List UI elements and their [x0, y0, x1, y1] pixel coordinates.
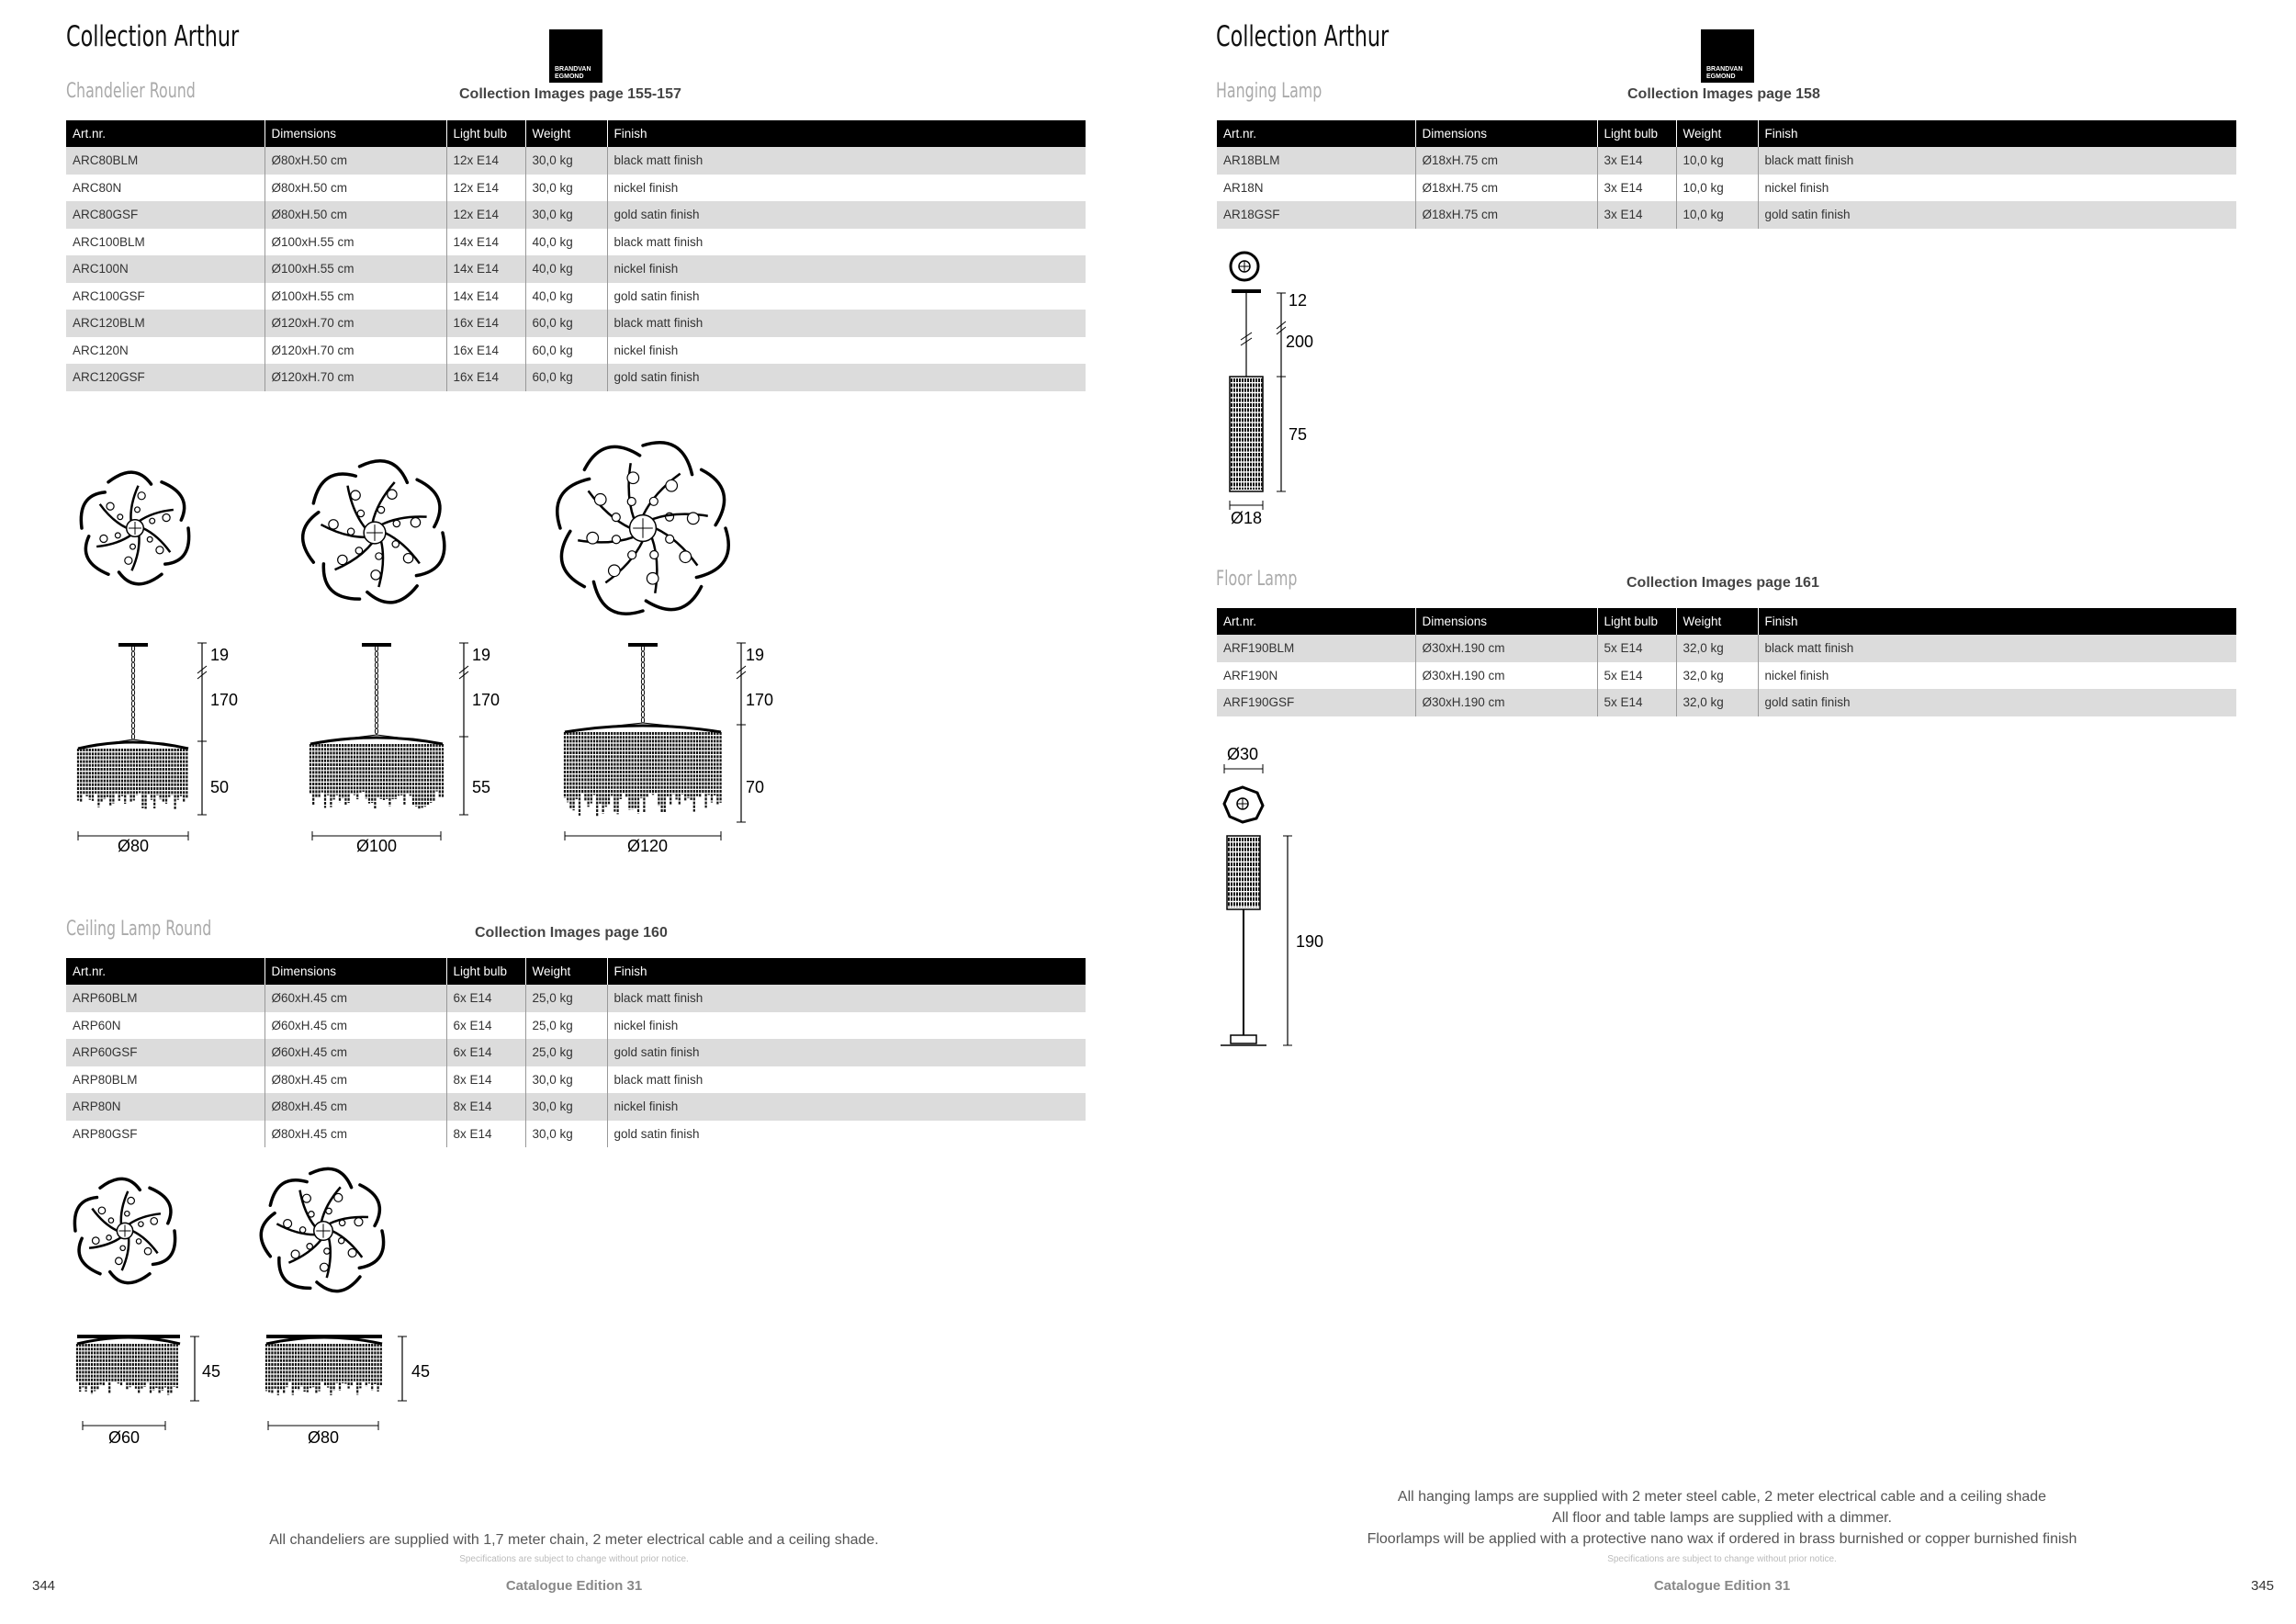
table-cell: nickel finish	[607, 255, 1086, 283]
table-cell: gold satin finish	[607, 201, 1086, 229]
spec-table-chandelier	[66, 120, 1086, 391]
dimension-height: 55	[472, 778, 491, 796]
table-row	[1217, 175, 2236, 202]
brand-logo	[1701, 29, 1754, 83]
table-cell: 14x E14	[446, 283, 525, 310]
table-cell: 6x E14	[446, 1039, 525, 1066]
hanging-lamp-top-view	[1231, 253, 1258, 280]
table-cell: gold satin finish	[607, 1039, 1086, 1066]
column-header: Finish	[607, 120, 1086, 147]
chandelier-120-side-view	[560, 638, 799, 859]
ceiling-lamp-60-top-view	[70, 1176, 189, 1291]
table-cell: 6x E14	[446, 985, 525, 1012]
dimension-height: 75	[1289, 425, 1308, 444]
dimension-height: 45	[202, 1362, 221, 1381]
spec-table-hanging	[1217, 120, 2236, 229]
table-cell: black matt finish	[607, 985, 1086, 1012]
column-header: Weight	[1676, 120, 1758, 147]
table-cell: nickel finish	[607, 1093, 1086, 1121]
table-cell: 12x E14	[446, 147, 525, 175]
table-cell: Ø80xH.45 cm	[264, 1093, 446, 1121]
dimension-top: 12	[1289, 291, 1308, 310]
table-cell: ARC80BLM	[66, 147, 264, 175]
table-cell: black matt finish	[1758, 147, 2236, 175]
table-cell: ARP60GSF	[66, 1039, 264, 1066]
table-cell: ARP60BLM	[66, 985, 264, 1012]
dimension-top: 19	[472, 646, 491, 664]
table-cell: 16x E14	[446, 310, 525, 337]
table-row	[66, 147, 1086, 175]
table-cell: Ø60xH.45 cm	[264, 1039, 446, 1066]
notice-text: Specifications are subject to change without prior notice.	[1607, 1554, 1837, 1564]
table-cell: 5x E14	[1597, 689, 1676, 716]
column-header: Finish	[1758, 120, 2236, 147]
dimension-height: 190	[1296, 932, 1324, 951]
table-cell: gold satin finish	[607, 1121, 1086, 1148]
column-header: Dimensions	[1415, 120, 1597, 147]
table-header-row	[1217, 120, 2236, 147]
table-cell: 40,0 kg	[525, 229, 607, 256]
column-header: Light bulb	[446, 958, 525, 985]
page-number: 344	[32, 1578, 56, 1594]
table-cell: ARC120BLM	[66, 310, 264, 337]
table-cell: 60,0 kg	[525, 337, 607, 365]
column-header: Weight	[1676, 608, 1758, 635]
table-cell: 3x E14	[1597, 175, 1676, 202]
table-row	[1217, 201, 2236, 229]
table-cell: black matt finish	[607, 147, 1086, 175]
dimension-width: Ø18	[1230, 509, 1263, 527]
table-cell: 6x E14	[446, 1012, 525, 1040]
spec-table-floor	[1217, 608, 2236, 716]
table-cell: Ø30xH.190 cm	[1415, 635, 1597, 662]
table-cell: 12x E14	[446, 201, 525, 229]
footer-line: All floor and table lamps are supplied with a dimmer.	[1552, 1510, 1892, 1526]
table-cell: 10,0 kg	[1676, 201, 1758, 229]
footer-text: All chandeliers are supplied with 1,7 meter chain, 2 meter electrical cable and a ceiling shade.	[269, 1532, 879, 1548]
footer-line: All hanging lamps are supplied with 2 meter steel cable, 2 meter electrical cable and a ceiling shade	[1397, 1489, 2047, 1505]
column-header: Finish	[1758, 608, 2236, 635]
column-header: Weight	[525, 120, 607, 147]
table-header-row	[66, 958, 1086, 985]
right-page	[1148, 0, 2296, 1624]
table-cell: 10,0 kg	[1676, 175, 1758, 202]
section-subtitle-hanging: Hanging Lamp	[1216, 80, 1322, 103]
dimension-width: Ø80	[117, 837, 150, 855]
table-cell: 30,0 kg	[525, 1066, 607, 1094]
table-cell: ARP80BLM	[66, 1066, 264, 1094]
table-row	[66, 229, 1086, 256]
logo-text-line1: BRANDVAN	[555, 66, 591, 73]
table-cell: 10,0 kg	[1676, 147, 1758, 175]
chandelier-80-top-view	[66, 464, 204, 592]
chandelier-80-side-view	[69, 638, 253, 859]
table-row	[66, 310, 1086, 337]
table-cell: Ø120xH.70 cm	[264, 310, 446, 337]
dimension-chain: 170	[210, 691, 239, 709]
table-cell: ARP60N	[66, 1012, 264, 1040]
footer-text	[1148, 1486, 2296, 1550]
table-cell: 14x E14	[446, 229, 525, 256]
table-row	[1217, 689, 2236, 716]
table-cell: ARC120GSF	[66, 364, 264, 391]
table-row	[1217, 147, 2236, 175]
page-title: Collection Arthur	[66, 20, 240, 53]
table-header-row	[1217, 608, 2236, 635]
chandelier-120-top-view	[554, 439, 733, 618]
column-header: Dimensions	[264, 120, 446, 147]
table-row	[66, 175, 1086, 202]
table-cell: Ø18xH.75 cm	[1415, 175, 1597, 202]
table-cell: AR18GSF	[1217, 201, 1415, 229]
table-cell: nickel finish	[607, 175, 1086, 202]
table-cell: nickel finish	[607, 1012, 1086, 1040]
table-cell: Ø30xH.190 cm	[1415, 689, 1597, 716]
table-cell: 32,0 kg	[1676, 635, 1758, 662]
dimension-height: 45	[411, 1362, 431, 1381]
table-cell: ARC100GSF	[66, 283, 264, 310]
table-cell: 25,0 kg	[525, 1039, 607, 1066]
table-cell: 5x E14	[1597, 635, 1676, 662]
table-cell: Ø80xH.45 cm	[264, 1121, 446, 1148]
table-row	[66, 1066, 1086, 1094]
chandelier-100-side-view	[303, 638, 505, 859]
chandelier-100-top-view	[297, 459, 453, 606]
table-row	[66, 1039, 1086, 1066]
table-cell: Ø100xH.55 cm	[264, 255, 446, 283]
dimension-chain: 200	[1286, 333, 1314, 351]
dimension-top: 19	[746, 646, 765, 664]
table-cell: 16x E14	[446, 364, 525, 391]
table-cell: ARC100BLM	[66, 229, 264, 256]
table-cell: nickel finish	[1758, 662, 2236, 690]
footer-line: Floorlamps will be applied with a protective nano wax if ordered in brass burnished or copper burnished finish	[1367, 1531, 2077, 1547]
section-subtitle-ceiling: Ceiling Lamp Round	[66, 918, 212, 941]
collection-images-ref: Collection Images page 161	[1626, 575, 1819, 591]
column-header: Dimensions	[264, 958, 446, 985]
table-cell: 16x E14	[446, 337, 525, 365]
column-header: Art.nr.	[1217, 120, 1415, 147]
table-cell: nickel finish	[607, 337, 1086, 365]
table-cell: ARP80N	[66, 1093, 264, 1121]
table-cell: ARC100N	[66, 255, 264, 283]
table-cell: Ø18xH.75 cm	[1415, 147, 1597, 175]
table-cell: Ø100xH.55 cm	[264, 283, 446, 310]
table-cell: ARF190GSF	[1217, 689, 1415, 716]
table-cell: ARC80GSF	[66, 201, 264, 229]
column-header: Art.nr.	[1217, 608, 1415, 635]
table-cell: Ø60xH.45 cm	[264, 985, 446, 1012]
table-cell: 32,0 kg	[1676, 662, 1758, 690]
table-cell: Ø60xH.45 cm	[264, 1012, 446, 1040]
table-cell: AR18N	[1217, 175, 1415, 202]
column-header: Finish	[607, 958, 1086, 985]
column-header: Light bulb	[1597, 608, 1676, 635]
dimension-height: 50	[210, 778, 230, 796]
dimension-width: Ø80	[307, 1428, 340, 1447]
table-cell: Ø18xH.75 cm	[1415, 201, 1597, 229]
table-row	[66, 1121, 1086, 1148]
table-cell: ARF190BLM	[1217, 635, 1415, 662]
floor-lamp-top-view	[1224, 787, 1263, 822]
table-row	[66, 255, 1086, 283]
table-cell: Ø80xH.50 cm	[264, 147, 446, 175]
logo-text-line2: EGMOND	[1706, 73, 1736, 80]
table-cell: gold satin finish	[607, 283, 1086, 310]
table-cell: black matt finish	[607, 310, 1086, 337]
column-header: Art.nr.	[66, 120, 264, 147]
page-title: Collection Arthur	[1216, 20, 1390, 53]
collection-images-ref: Collection Images page 155-157	[459, 86, 681, 102]
table-cell: gold satin finish	[607, 364, 1086, 391]
table-cell: ARC80N	[66, 175, 264, 202]
table-cell: 25,0 kg	[525, 1012, 607, 1040]
table-cell: 8x E14	[446, 1121, 525, 1148]
table-cell: gold satin finish	[1758, 201, 2236, 229]
dimension-chain: 170	[746, 691, 774, 709]
page-number: 345	[2251, 1578, 2275, 1594]
table-cell: AR18BLM	[1217, 147, 1415, 175]
ceiling-lamp-60-side-view	[73, 1332, 239, 1451]
table-row	[66, 364, 1086, 391]
table-cell: black matt finish	[607, 1066, 1086, 1094]
table-cell: 30,0 kg	[525, 1121, 607, 1148]
table-cell: 3x E14	[1597, 147, 1676, 175]
table-row	[1217, 635, 2236, 662]
table-cell: 40,0 kg	[525, 283, 607, 310]
table-row	[66, 283, 1086, 310]
table-cell: Ø80xH.45 cm	[264, 1066, 446, 1094]
table-cell: 30,0 kg	[525, 1093, 607, 1121]
spec-table-ceiling	[66, 958, 1086, 1147]
table-row	[66, 201, 1086, 229]
brand-logo	[549, 29, 602, 83]
table-cell: black matt finish	[1758, 635, 2236, 662]
section-subtitle-chandelier: Chandelier Round	[66, 80, 196, 103]
floor-lamp-drawing	[1217, 739, 1355, 1052]
dimension-width: Ø60	[107, 1428, 141, 1447]
table-cell: 40,0 kg	[525, 255, 607, 283]
table-cell: ARP80GSF	[66, 1121, 264, 1148]
table-cell: 25,0 kg	[525, 985, 607, 1012]
dimension-width: Ø30	[1226, 745, 1259, 763]
table-cell: Ø80xH.50 cm	[264, 175, 446, 202]
table-header-row	[66, 120, 1086, 147]
table-cell: 30,0 kg	[525, 147, 607, 175]
table-cell: ARF190N	[1217, 662, 1415, 690]
column-header: Art.nr.	[66, 958, 264, 985]
collection-images-ref: Collection Images page 158	[1627, 86, 1820, 102]
table-row	[66, 1093, 1086, 1121]
dimension-chain: 170	[472, 691, 501, 709]
table-cell: Ø80xH.50 cm	[264, 201, 446, 229]
dimension-height: 70	[746, 778, 765, 796]
table-cell: Ø30xH.190 cm	[1415, 662, 1597, 690]
catalogue-edition: Catalogue Edition 31	[1653, 1578, 1791, 1594]
column-header: Light bulb	[446, 120, 525, 147]
logo-text-line2: EGMOND	[555, 73, 584, 80]
table-cell: 8x E14	[446, 1093, 525, 1121]
ceiling-lamp-80-side-view	[263, 1332, 446, 1451]
column-header: Weight	[525, 958, 607, 985]
table-cell: 12x E14	[446, 175, 525, 202]
logo-text-line1: BRANDVAN	[1706, 66, 1743, 73]
table-cell: nickel finish	[1758, 175, 2236, 202]
table-cell: 3x E14	[1597, 201, 1676, 229]
table-cell: 60,0 kg	[525, 310, 607, 337]
dimension-width: Ø100	[355, 837, 398, 855]
hanging-lamp-drawing	[1217, 248, 1345, 542]
table-cell: ARC120N	[66, 337, 264, 365]
dimension-width: Ø120	[626, 837, 669, 855]
column-header: Light bulb	[1597, 120, 1676, 147]
table-cell: gold satin finish	[1758, 689, 2236, 716]
table-cell: Ø120xH.70 cm	[264, 337, 446, 365]
table-cell: 30,0 kg	[525, 175, 607, 202]
collection-images-ref: Collection Images page 160	[475, 925, 668, 941]
catalogue-edition: Catalogue Edition 31	[505, 1578, 643, 1594]
table-row	[66, 337, 1086, 365]
table-cell: 60,0 kg	[525, 364, 607, 391]
table-cell: Ø120xH.70 cm	[264, 364, 446, 391]
table-cell: 14x E14	[446, 255, 525, 283]
table-cell: 30,0 kg	[525, 201, 607, 229]
notice-text: Specifications are subject to change without prior notice.	[459, 1554, 689, 1564]
ceiling-lamp-80-top-view	[257, 1171, 395, 1300]
table-row	[66, 1012, 1086, 1040]
table-row	[66, 985, 1086, 1012]
column-header: Dimensions	[1415, 608, 1597, 635]
table-cell: Ø100xH.55 cm	[264, 229, 446, 256]
table-cell: 32,0 kg	[1676, 689, 1758, 716]
table-cell: 8x E14	[446, 1066, 525, 1094]
dimension-top: 19	[210, 646, 230, 664]
section-subtitle-floor: Floor Lamp	[1216, 568, 1298, 591]
table-cell: black matt finish	[607, 229, 1086, 256]
table-row	[1217, 662, 2236, 690]
table-cell: 5x E14	[1597, 662, 1676, 690]
